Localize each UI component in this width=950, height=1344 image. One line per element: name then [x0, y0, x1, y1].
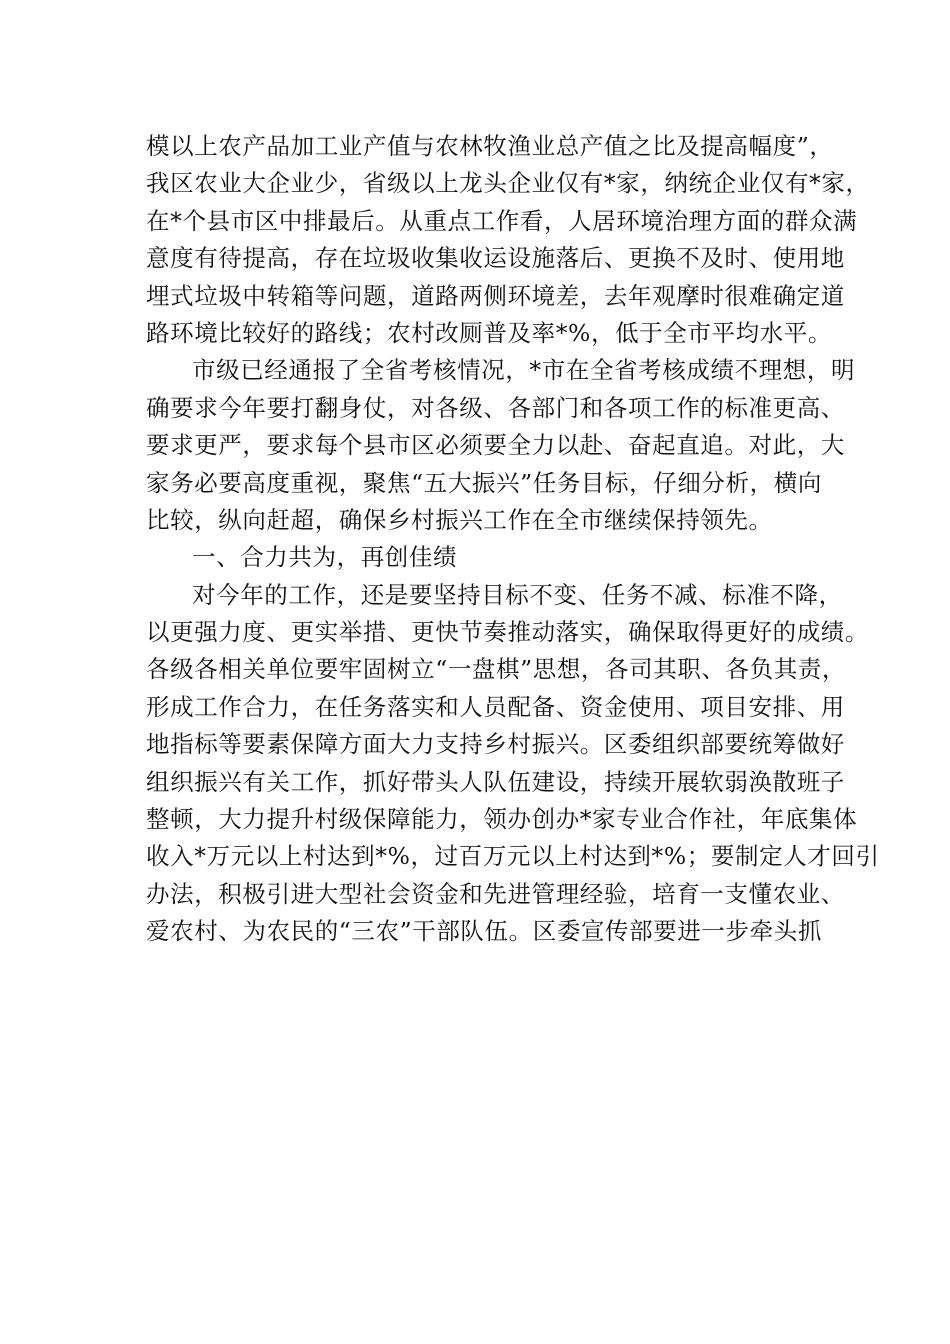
text-line: 模以上农产品加工业产值与农林牧渔业总产值之比及提高幅度”， — [146, 132, 834, 160]
text-line: 爱农村、为农民的“三农”干部队伍。区委宣传部要进一步牵头抓 — [146, 917, 822, 946]
text-line: 形成工作合力，在任务落实和人员配备、资金使用、项目安排、用 — [146, 692, 845, 721]
text-line: 确要求今年要打翻身仗，对各级、各部门和各项工作的标准更高、 — [146, 393, 845, 422]
text-line: 组织振兴有关工作，抓好带头人队伍建设，持续开展软弱涣散班子 — [146, 767, 845, 796]
text-line: 我区农业大企业少，省级以上龙头企业仅有*家，纳统企业仅有*家， — [146, 169, 870, 198]
text-line: 埋式垃圾中转箱等问题，道路两侧环境差，去年观摩时很难确定道 — [146, 281, 845, 310]
text-line: 办法，积极引进大型社会资金和先进管理经验，培育一支懂农业、 — [146, 879, 845, 908]
text-line: 各级各相关单位要牢固树立“一盘棋”思想，各司其职、各负其责， — [146, 655, 847, 684]
text-line: 以更强力度、更实举措、更快节奏推动落实，确保取得更好的成绩。 — [146, 618, 869, 647]
text-line: 家务必要高度重视，聚焦“五大振兴”任务目标，仔细分析，横向 — [146, 468, 822, 497]
text-line: 对今年的工作，还是要坚持目标不变、任务不减、标准不降， — [192, 580, 843, 609]
text-line: 整顿，大力提升村级保障能力，领办创办*家专业合作社，年底集体 — [146, 805, 858, 834]
text-line: 要求更严，要求每个县市区必须要全力以赴、奋起直追。对此，大 — [146, 431, 845, 460]
text-line: 意度有待提高，存在垃圾收集收运设施落后、更换不及时、使用地 — [146, 244, 845, 273]
text-line: 市级已经通报了全省考核情况，*市在全省考核成绩不理想，明 — [192, 356, 856, 385]
text-line: 比较，纵向赶超，确保乡村振兴工作在全市继续保持领先。 — [146, 505, 773, 534]
text-line: 一、合力共为，再创佳绩 — [192, 543, 458, 572]
document-body — [146, 128, 880, 951]
text-line: 收入*万元以上村达到*%，过百万元以上村达到*%；要制定人才回引 — [146, 842, 880, 871]
text-line: 地指标等要素保障方面大力支持乡村振兴。区委组织部要统筹做好 — [146, 730, 845, 759]
text-line: 在*个县市区中排最后。从重点工作看，人居环境治理方面的群众满 — [146, 206, 858, 235]
text-line: 路环境比较好的路线；农村改厕普及率*%，低于全市平均水平。 — [146, 318, 832, 347]
